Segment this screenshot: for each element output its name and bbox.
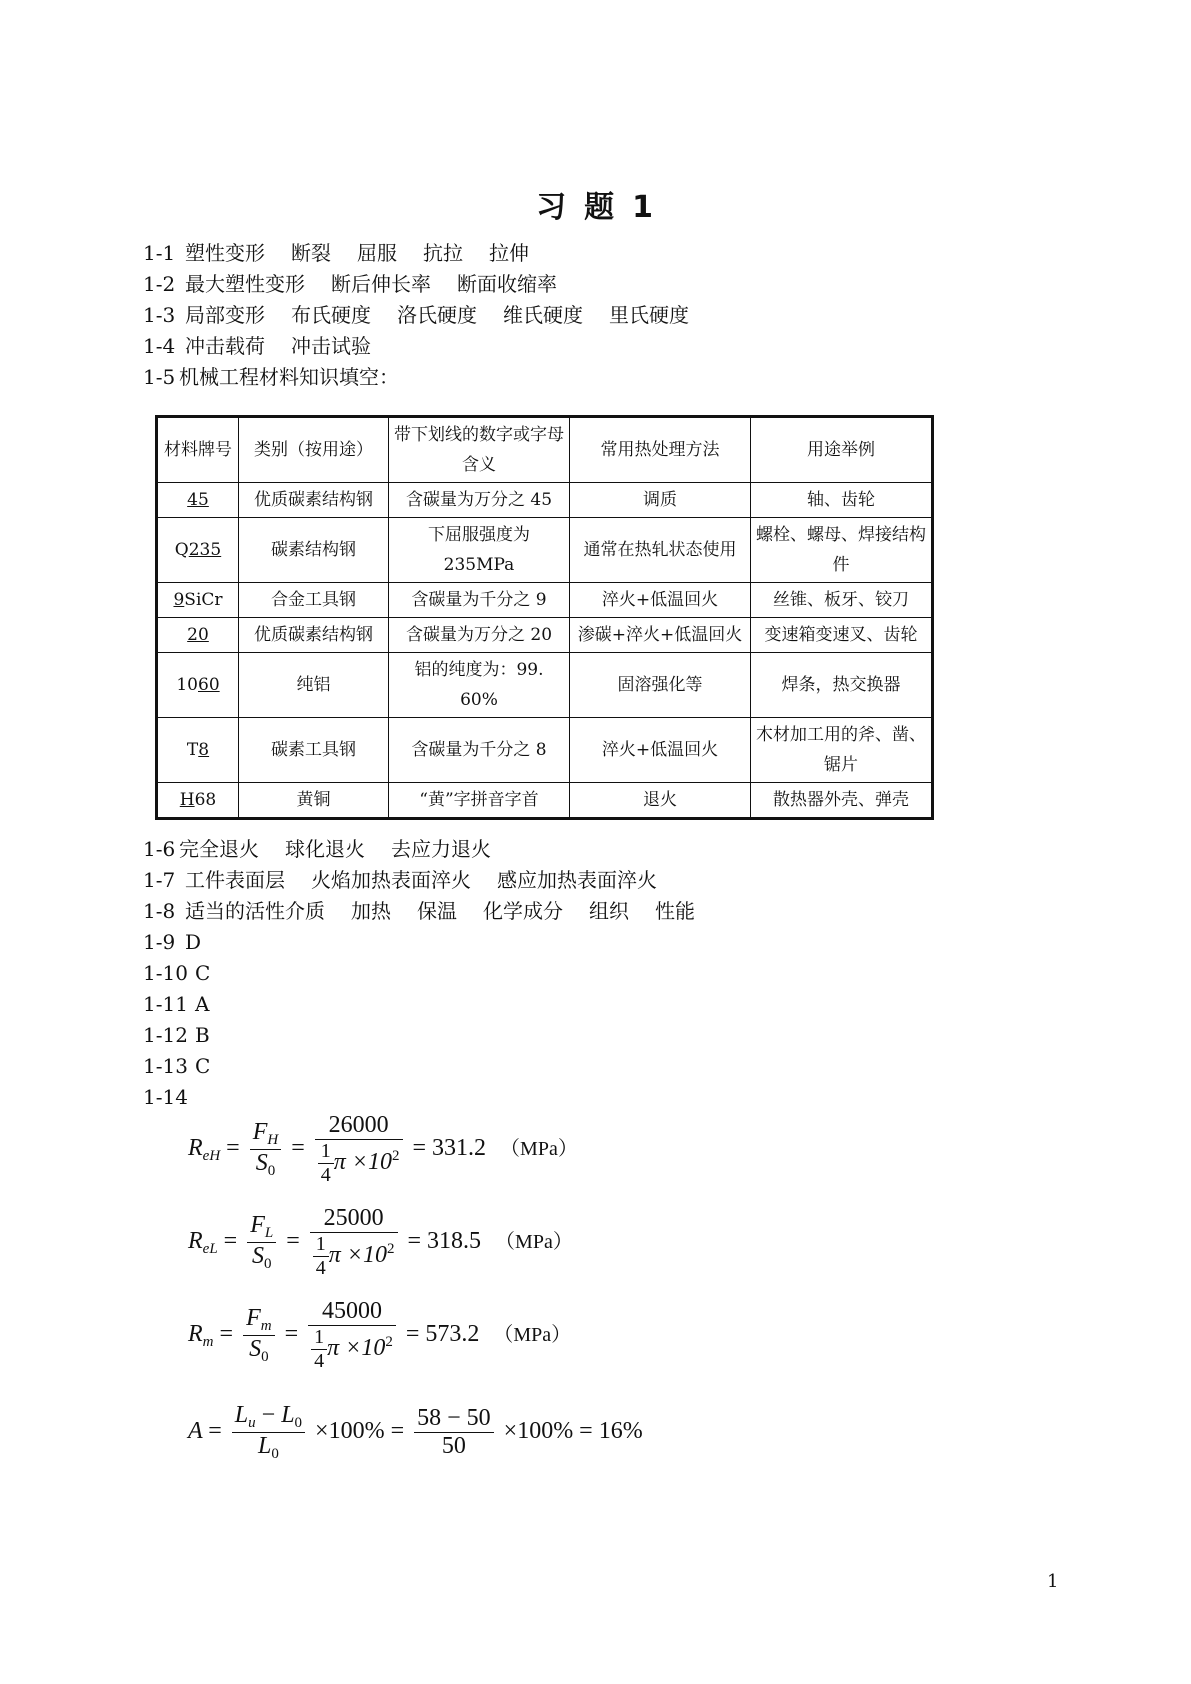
equation-elongation: A = $\frac{L_u - L_0}{L_0}$ ×100% = $\frac{58 - 50}{50}$ ×100% = 16% [188, 1402, 643, 1462]
answer-line: 1-5 机械工程材料知识填空： [143, 365, 399, 389]
table-row: T8 碳素工具钢 含碳量为千分之 8 淬火+低温回火 木材加工用的斧、凿、锯片 [157, 718, 933, 783]
answer-line: 1-8 适当的活性介质 加热 保温 化学成分 组织 性能 [143, 899, 695, 923]
answer-line: 1-6 完全退火 球化退火 去应力退火 [143, 837, 491, 861]
table-row: H68 黄铜 “黄”字拼音字首 退火 散热器外壳、弹壳 [157, 783, 933, 819]
answer-line: 1-2 最大塑性变形 断后伸长率 断面收缩率 [143, 272, 557, 296]
answer-line: 1-12 B [143, 1023, 210, 1047]
answer-line: 1-7 工件表面层 火焰加热表面淬火 感应加热表面淬火 [143, 868, 657, 892]
answer-line: 1-4 冲击载荷 冲击试验 [143, 334, 371, 358]
table-row: 20 优质碳素结构钢 含碳量为万分之 20 渗碳+淬火+低温回火 变速箱变速叉、齿轮 [157, 618, 933, 653]
table-row: 9SiCr 合金工具钢 含碳量为千分之 9 淬火+低温回火 丝锥、板牙、铰刀 [157, 583, 933, 618]
answer-line: 1-3 局部变形 布氏硬度 洛氏硬度 维氏硬度 里氏硬度 [143, 303, 689, 327]
answer-line: 1-14 [143, 1085, 188, 1109]
answer-line: 1-10 C [143, 961, 211, 985]
equation-rel: $R_{eL}$ = $\frac{F_L}{S_0}$ = 25000 $\frac{1}{4}$ $\pi \times 10^2$ = 318.5 （MPa） [188, 1205, 573, 1279]
page-title: 习 题 1 [536, 190, 655, 225]
table-row: 45 优质碳素结构钢 含碳量为万分之 45 调质 轴、齿轮 [157, 483, 933, 518]
table-row: Q235 碳素结构钢 下屈服强度为235MPa 通常在热轧状态使用 螺栓、螺母、焊接结构件 [157, 518, 933, 583]
answer-line: 1-13 C [143, 1054, 211, 1078]
equation-rm: $R_m$ = $\frac{F_m}{S_0}$ = 45000 $\frac{1}{4}$ $\pi \times 10^2$ = 573.2 （MPa） [188, 1298, 572, 1372]
answer-line: 1-9 D [143, 930, 202, 954]
materials-table [155, 415, 934, 820]
answer-line: 1-11 A [143, 992, 210, 1016]
answer-line: 1-1 塑性变形 断裂 屈服 抗拉 拉伸 [143, 241, 529, 265]
table-header-row: 材料牌号 类别（按用途） 带下划线的数字或字母含义 常用热处理方法 用途举例 [157, 417, 933, 483]
table-row: 1060 纯铝 铝的纯度为：99. 60% 固溶强化等 焊条，热交换器 [157, 653, 933, 718]
equation-reh: $R_{eH}$ = $\frac{F_H}{S_0}$ = 26000 $\frac{1}{4}$ $\pi \times 10^2$ = 331.2 （MPa） [188, 1112, 578, 1186]
page-number: 1 [1047, 1571, 1059, 1592]
